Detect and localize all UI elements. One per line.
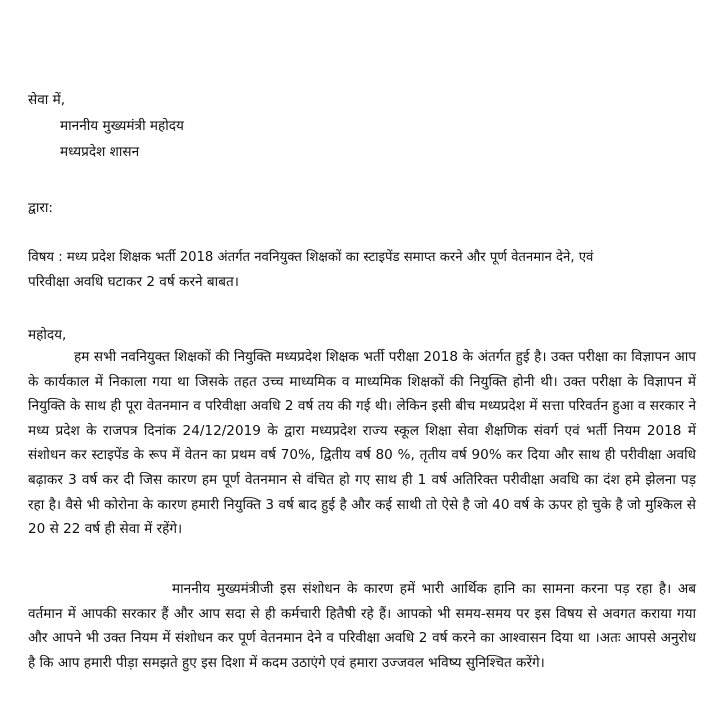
salutation-to: सेवा में, [28,92,66,108]
greeting: महोदय, [28,327,67,343]
subject-line-2: परिवीक्षा अवधि घटाकर 2 वर्ष करने बाबत। [28,274,239,290]
via-label: द्वारा: [28,200,53,216]
addressee-title: माननीय मुख्यमंत्री महोदय [60,118,184,134]
subject-line-1: विषय : मध्य प्रदेश शिक्षक भर्ती 2018 अंतर्गत नवनियुक्त शिक्षकों का स्टाइपेंड समाप्त करने और पूर्ण वेतनमान देने, एवं [28,250,594,265]
body-paragraph-2: माननीय मुख्यमंत्रीजी इस संशोधन के कारण हमें भारी आर्थिक हानि का सामना करना पड़ रहा है। अब वर्तमान में आपकी सरकार हैं और आप सदा से ही कर्मचारी हितैषी रहे हैं। आपको भी समय-समय पर इस विषय से अवगत कराया गया और आपने भी उक्त नियम में संशोधन कर पूर्ण वेतनमान देने व परिवीक्षा अवधि 2 वर्ष करने का आश्वासन दिया था ।अतः आपसे अनुरोध है कि आप हमारी पीड़ा समझते हुए इस दिशा में कदम उठाएंगे एवं हमारा उज्जवल भविष्य सुनिश्चित करेंगे। [28,581,696,671]
body-paragraph-1: हम सभी नवनियुक्त शिक्षकों की नियुक्ति मध्यप्रदेश शिक्षक भर्ती परीक्षा 2018 के अंतर्गत हुई है। उक्त परीक्षा का विज्ञापन आप के कार्यकाल में निकाला गया था जिसके तहत उच्च माध्यमिक व माध्यमिक शिक्षकों की नियुक्ति होनी थी। उक्त परीक्षा के विज्ञापन में नियुक्ति के साथ ही पूरा वेतनमान व परिवीक्षा अवधि 2 वर्ष तय की गई थी। लेकिन इसी बीच मध्यप्रदेश में सत्ता परिवर्तन हुआ व सरकार ने मध्य प्रदेश के राजपत्र दिनांक 24/12/2019 के द्वारा मध्यप्रदेश राज्य स्कूल शिक्षा सेवा शैक्षणिक संवर्ग एवं भर्ती नियम 2018 में संशोधन कर स्टाइपेंड के रूप में वेतन का प्रथम वर्ष 70%, द्वितीय वर्ष 80 %, तृतीय वर्ष 90% कर दिया और साथ ही परीवीक्षा अवधि बढ़ाकर 3 वर्ष कर दी जिस कारण हम पूर्ण वेतनमान से वंचित हो गए साथ ही 1 वर्ष अतिरिक्त परीवीक्षा अवधि का दंश हमे झेलना पड़ रहा है। वैसे भी कोरोना के कारण हमारी नियुक्ति 3 वर्ष बाद हुई है और कई साथी तो ऐसे है जो 40 वर्ष के ऊपर हो चुके है जो मुश्किल से 20 से 22 वर्ष ही सेवा में रहेंगे। [28,349,696,538]
addressee-office: मध्यप्रदेश शासन [60,144,140,160]
